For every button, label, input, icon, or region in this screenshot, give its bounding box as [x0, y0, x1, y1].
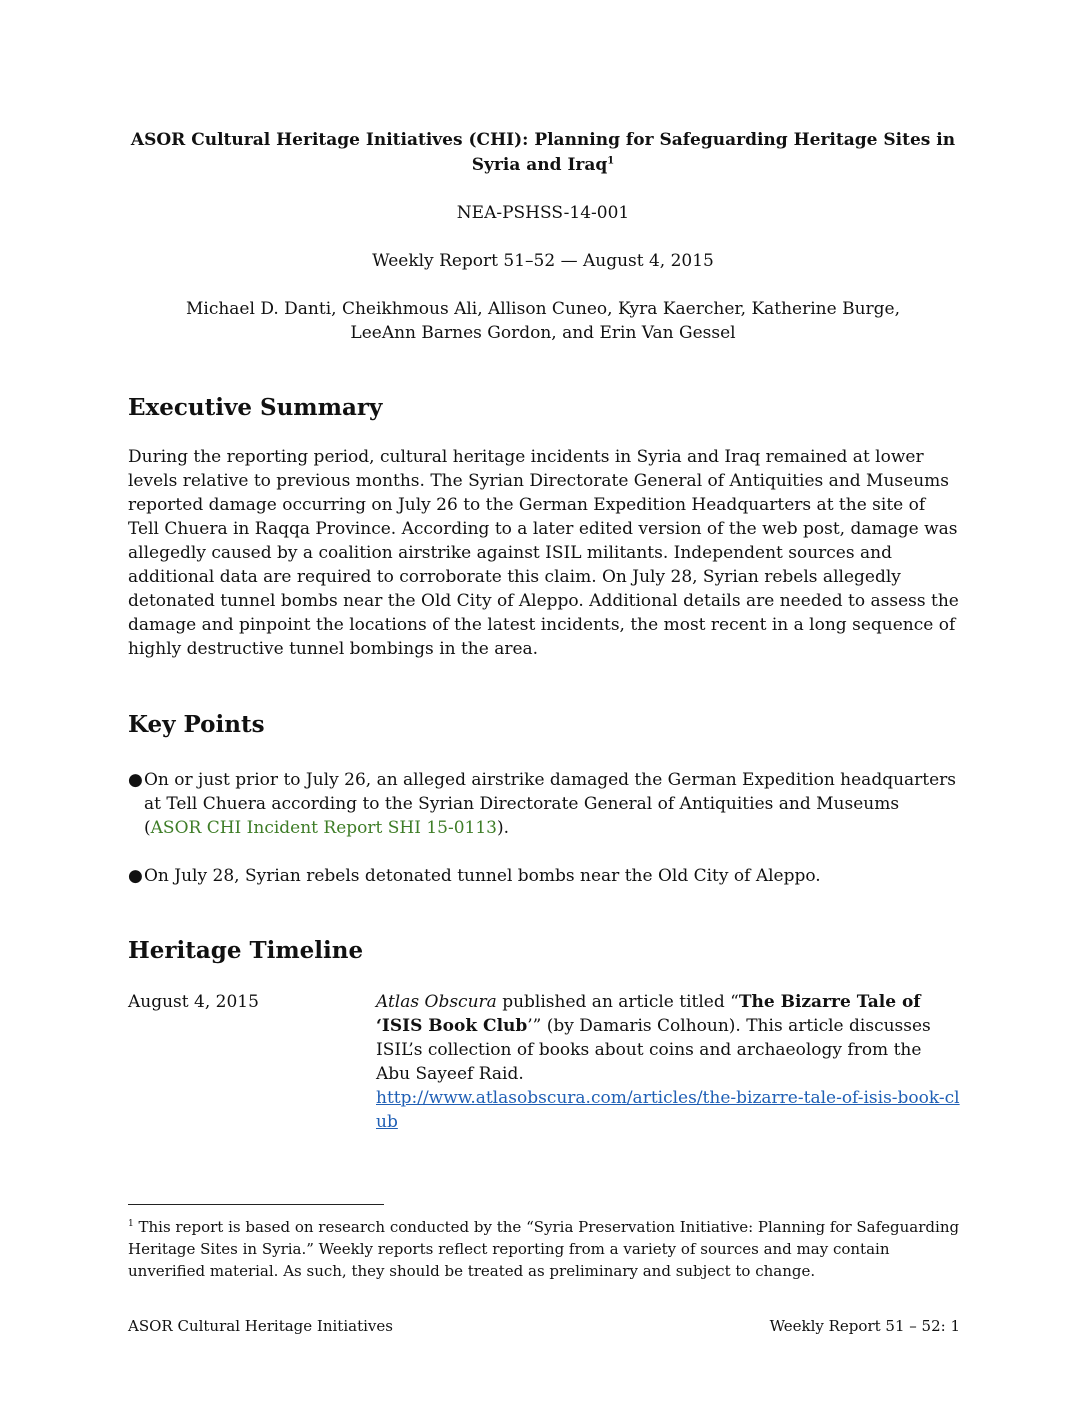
report-title-text: ASOR Cultural Heritage Initiatives (CHI): Planning for Safeguarding Heritage Sites in Syria and Iraq	[130, 130, 956, 175]
footnote	[128, 1216, 960, 1282]
bullet-icon: ●	[128, 866, 143, 886]
article-title: The Bizarre Tale of ‘ISIS Book Club	[376, 992, 921, 1036]
footer-organization: ASOR Cultural Heritage Initiatives	[128, 1317, 393, 1335]
key-point-item-2	[128, 864, 960, 888]
title-footnote-mark[interactable]: 1	[607, 155, 615, 167]
incident-report-link[interactable]: ASOR CHI Incident Report SHI 15-0113	[150, 818, 497, 838]
report-date-line: Weekly Report 51–52 — August 4, 2015	[372, 251, 714, 271]
footnote-mark: 1	[128, 1219, 134, 1229]
timeline-text-after-title: ’” (by Damaris Colhoun). This article discusses ISIL’s collection of books about coins and archaeology from the Abu Sayeef Raid.	[376, 1016, 931, 1084]
key-point-1-text: On or just prior to July 26, an alleged airstrike damaged the German Expedition headquarters at Tell Chuera according to the Syrian Directorate General of Antiquities and Museums (	[144, 770, 957, 838]
authors-line-2: LeeAnn Barnes Gordon, and Erin Van Gessel	[350, 323, 736, 343]
timeline-entry-date: August 4, 2015	[128, 992, 259, 1012]
report-title	[128, 128, 958, 178]
authors-line-1: Michael D. Danti, Cheikhmous Ali, Allison Cuneo, Kyra Kaercher, Katherine Burge,	[185, 299, 901, 319]
key-point-1-end: ).	[496, 818, 510, 838]
executive-summary-body: During the reporting period, cultural heritage incidents in Syria and Iraq remained at lower levels relative to previous months. The Syrian Directorate General of Antiquities and Museums reported damage occurring on July 26 to the German Expedition Headquarters at the site of Tell Chuera in Raqqa Province. According to a later edited version of the web post, damage was allegedly caused by a coalition airstrike against ISIL militants. Independent sources and additional data are required to corroborate this claim. On July 28, Syrian rebels allegedly detonated tunnel bombs near the Old City of Aleppo. Additional details are needed to assess the damage and pinpoint the locations of the latest incidents, the most recent in a long sequence of highly destructive tunnel bombings in the area.	[128, 447, 959, 659]
article-url-link[interactable]: http://www.atlasobscura.com/articles/the-bizarre-tale-of-isis-book-club	[376, 1088, 960, 1132]
publication-name: Atlas Obscura	[376, 992, 497, 1012]
footer-page-label: Weekly Report 51 – 52: 1	[769, 1317, 960, 1335]
footnote-separator	[128, 1204, 384, 1205]
key-point-2-text: On July 28, Syrian rebels detonated tunnel bombs near the Old City of Aleppo.	[144, 866, 821, 886]
grant-number: NEA-PSHSS-14-001	[456, 203, 630, 223]
footnote-text: This report is based on research conducted by the “Syria Preservation Initiative: Planning for Safeguarding Heritage Sites in Syria.” Weekly reports reflect reporting from a variety of sources and may contain unverified material. As such, they should be treated as preliminary and subject to change.	[128, 1218, 960, 1280]
timeline-text-before-title: published an article titled “	[496, 992, 739, 1012]
key-point-item-1	[128, 768, 960, 840]
bullet-icon: ●	[128, 770, 143, 790]
heritage-timeline-heading: Heritage Timeline	[128, 937, 364, 964]
key-points-heading: Key Points	[128, 711, 265, 738]
executive-summary-heading: Executive Summary	[128, 394, 383, 421]
timeline-entry-text	[376, 990, 960, 1134]
